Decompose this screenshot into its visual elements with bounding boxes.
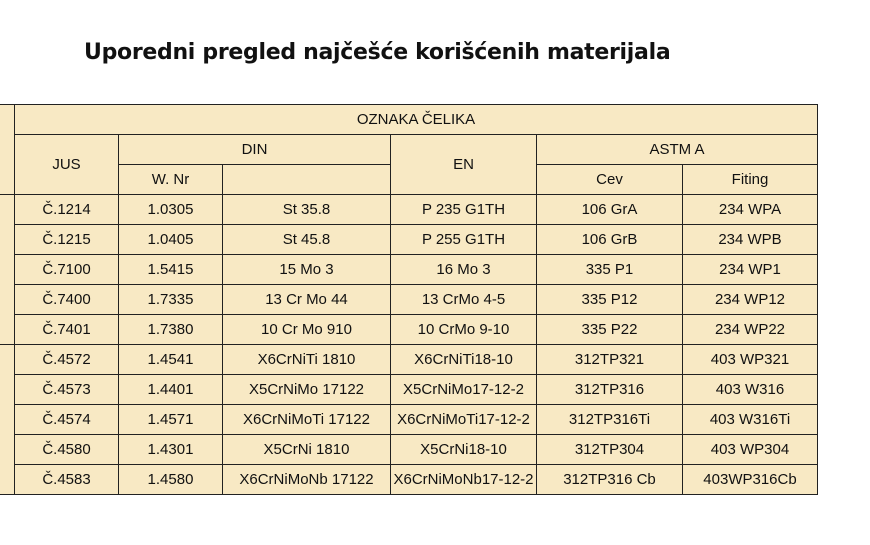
din-cell: X5CrNi 1810 [223, 435, 391, 465]
wnr-cell: 1.0305 [119, 195, 223, 225]
cev-cell: 312TP316Ti [537, 405, 683, 435]
cut-left-header-cell [0, 105, 15, 195]
cev-cell: 106 GrA [537, 195, 683, 225]
header-cev: Cev [537, 165, 683, 195]
header-din-name [223, 165, 391, 195]
cev-cell: 335 P12 [537, 285, 683, 315]
wnr-cell: 1.7380 [119, 315, 223, 345]
wnr-cell: 1.7335 [119, 285, 223, 315]
fiting-cell: 234 WP22 [683, 315, 818, 345]
en-cell: X6CrNiMoNb17-12-2 [391, 465, 537, 495]
wnr-cell: 1.4571 [119, 405, 223, 435]
page-title: Uporedni pregled najčešće korišćenih materijala [84, 40, 671, 65]
jus-cell: Č.4580 [15, 435, 119, 465]
header-wnr: W. Nr [119, 165, 223, 195]
jus-cell: Č.7100 [15, 255, 119, 285]
wnr-cell: 1.0405 [119, 225, 223, 255]
header-astm: ASTM A [537, 135, 818, 165]
wnr-cell: 1.4301 [119, 435, 223, 465]
table-row [0, 405, 818, 435]
din-cell: X6CrNiMoNb 17122 [223, 465, 391, 495]
din-cell: X6CrNiMoTi 17122 [223, 405, 391, 435]
cev-cell: 312TP316 Cb [537, 465, 683, 495]
table-row [0, 345, 818, 375]
jus-cell: Č.4572 [15, 345, 119, 375]
header-din: DIN [119, 135, 391, 165]
fiting-cell: 234 WPA [683, 195, 818, 225]
fiting-cell: 403WP316Cb [683, 465, 818, 495]
jus-cell: Č.4574 [15, 405, 119, 435]
header-en: EN [391, 135, 537, 195]
wnr-cell: 1.4541 [119, 345, 223, 375]
table-row [0, 225, 818, 255]
en-cell: X5CrNi18-10 [391, 435, 537, 465]
table-row [0, 315, 818, 345]
din-cell: X5CrNiMo 17122 [223, 375, 391, 405]
jus-cell: Č.1215 [15, 225, 119, 255]
cev-cell: 335 P22 [537, 315, 683, 345]
header-oznaka-celika: OZNAKA ČELIKA [15, 105, 818, 135]
din-cell: 13 Cr Mo 44 [223, 285, 391, 315]
din-cell: 10 Cr Mo 910 [223, 315, 391, 345]
cev-cell: 312TP321 [537, 345, 683, 375]
fiting-cell: 234 WP12 [683, 285, 818, 315]
en-cell: P 235 G1TH [391, 195, 537, 225]
en-cell: 16 Mo 3 [391, 255, 537, 285]
jus-cell: Č.7400 [15, 285, 119, 315]
jus-cell: Č.4573 [15, 375, 119, 405]
cev-cell: 335 P1 [537, 255, 683, 285]
din-cell: X6CrNiTi 1810 [223, 345, 391, 375]
jus-cell: Č.4583 [15, 465, 119, 495]
en-cell: P 255 G1TH [391, 225, 537, 255]
din-cell: 15 Mo 3 [223, 255, 391, 285]
jus-cell: Č.1214 [15, 195, 119, 225]
fiting-cell: 234 WP1 [683, 255, 818, 285]
table-row [0, 375, 818, 405]
fiting-cell: 403 WP321 [683, 345, 818, 375]
fiting-cell: 403 WP304 [683, 435, 818, 465]
cev-cell: 312TP304 [537, 435, 683, 465]
wnr-cell: 1.4580 [119, 465, 223, 495]
table-row [0, 195, 818, 225]
fiting-cell: 234 WPB [683, 225, 818, 255]
en-cell: X6CrNiMoTi17-12-2 [391, 405, 537, 435]
cev-cell: 312TP316 [537, 375, 683, 405]
cev-cell: 106 GrB [537, 225, 683, 255]
din-cell: St 35.8 [223, 195, 391, 225]
en-cell: X5CrNiMo17-12-2 [391, 375, 537, 405]
materials-table [0, 104, 818, 495]
en-cell: 13 CrMo 4-5 [391, 285, 537, 315]
fiting-cell: 403 W316 [683, 375, 818, 405]
table-row [0, 255, 818, 285]
cut-left-group-cell [0, 345, 15, 495]
header-jus: JUS [15, 135, 119, 195]
wnr-cell: 1.5415 [119, 255, 223, 285]
table-row [0, 435, 818, 465]
table-row [0, 465, 818, 495]
fiting-cell: 403 W316Ti [683, 405, 818, 435]
en-cell: 10 CrMo 9-10 [391, 315, 537, 345]
jus-cell: Č.7401 [15, 315, 119, 345]
cut-left-group-cell [0, 195, 15, 345]
en-cell: X6CrNiTi18-10 [391, 345, 537, 375]
din-cell: St 45.8 [223, 225, 391, 255]
wnr-cell: 1.4401 [119, 375, 223, 405]
table-row [0, 285, 818, 315]
header-fiting: Fiting [683, 165, 818, 195]
